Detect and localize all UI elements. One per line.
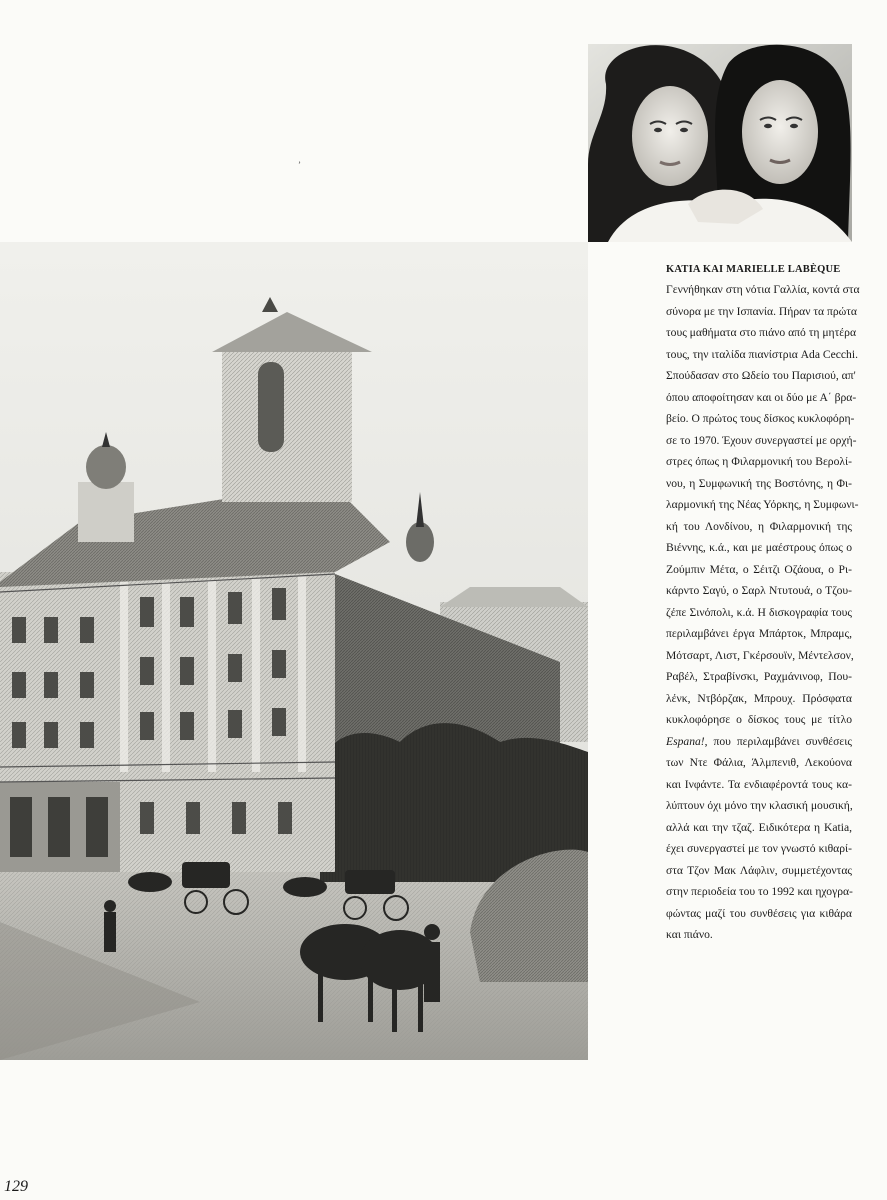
article-line: στα Τζον Μακ Λάφλιν, συμμετέχοντας — [666, 863, 852, 877]
article-line: έχει συνεργαστεί με τον γνωστό κιθαρί- — [666, 842, 852, 855]
article-line: σύνορα με την Ισπανία. Πήραν τα πρώτα — [666, 304, 857, 318]
article-line: βείο. Ο πρώτος τους δίσκος κυκλοφόρη- — [666, 412, 855, 425]
article-line: και πιάνο. — [666, 928, 713, 941]
article-body — [666, 279, 860, 946]
article-line: νου, η Συμφωνική της Βοστόνης, η Φι- — [666, 476, 852, 490]
engraving-illustration — [0, 242, 588, 1060]
article-line: Ζούμπιν Μέτα, ο Σέιτζι Οζάουα, ο Ρι- — [666, 562, 852, 576]
article-line: Espana!, που περιλαμβάνει συνθέσεις — [666, 734, 852, 748]
article-line: κάρντο Σαγύ, ο Σαρλ Ντυτουά, ο Τζου- — [666, 584, 852, 597]
article-line: και Ινφάντε. Τα ενδιαφέροντά τους κα- — [666, 777, 852, 791]
article-line: των Ντε Φάλια, Άλμπενιθ, Λεκούονα — [666, 756, 852, 769]
portrait-photo — [588, 44, 852, 242]
article-line: όπου αποφοίτησαν και οι δύο με Α΄ βρα- — [666, 390, 857, 404]
article-line: στην περιοδεία του το 1992 και ηχογρα- — [666, 885, 853, 898]
article-column — [666, 264, 860, 946]
article-line: τους, την ιταλίδα πιανίστρια Ada Cecchi. — [666, 347, 858, 361]
article-line: φώντας μαζί του συνθέσεις για κιθάρα — [666, 906, 852, 920]
article-line: Σπούδασαν στο Ωδείο του Παρισιού, απ' — [666, 369, 856, 382]
article-line: λαρμονική της Νέας Υόρκης, η Συμφωνι- — [666, 498, 859, 511]
article-line: ζέπε Σινόπολι, κ.ά. Η δισκογραφία τους — [666, 605, 852, 619]
article-line: στρες όπως η Φιλαρμονική του Βερολί- — [666, 455, 852, 468]
article-line: σε το 1970. Έχουν συνεργαστεί με ορχή- — [666, 433, 857, 447]
article-line: λένκ, Ντβόρζακ, Μπρουχ. Πρόσφατα — [666, 691, 852, 705]
article-line: αλλά και την τζαζ. Ειδικότερα η Katia, — [666, 820, 852, 834]
article-line: Μότσαρτ, Λιστ, Γκέρσουϊν, Μέντελσον, — [666, 648, 854, 662]
article-line: κή του Λονδίνου, η Φιλαρμονική της — [666, 519, 852, 533]
article-line: περιλαμβάνει έργα Μπάρτοκ, Μπραμς, — [666, 627, 852, 640]
article-heading: KATIA KAI MARIELLE LABÈQUE — [666, 264, 841, 275]
page-number: 129 — [4, 1178, 28, 1195]
article-line: Ραβέλ, Στραβίνσκι, Ραχμάνινοφ, Που- — [666, 670, 852, 683]
article-line: λύπτουν όχι μόνο την κλασική μουσική, — [666, 799, 853, 812]
print-speck: ʼ — [298, 160, 301, 170]
article-line: τους μαθήματα στο πιάνο από τη μητέρα — [666, 326, 857, 339]
article-line: Βιέννης, κ.ά., και με μαέστρους όπως ο — [666, 541, 852, 554]
article-line: κυκλοφόρησε ο δίσκος τους με τίτλο — [666, 713, 852, 726]
article-line: Γεννήθηκαν στη νότια Γαλλία, κοντά στα — [666, 283, 860, 296]
